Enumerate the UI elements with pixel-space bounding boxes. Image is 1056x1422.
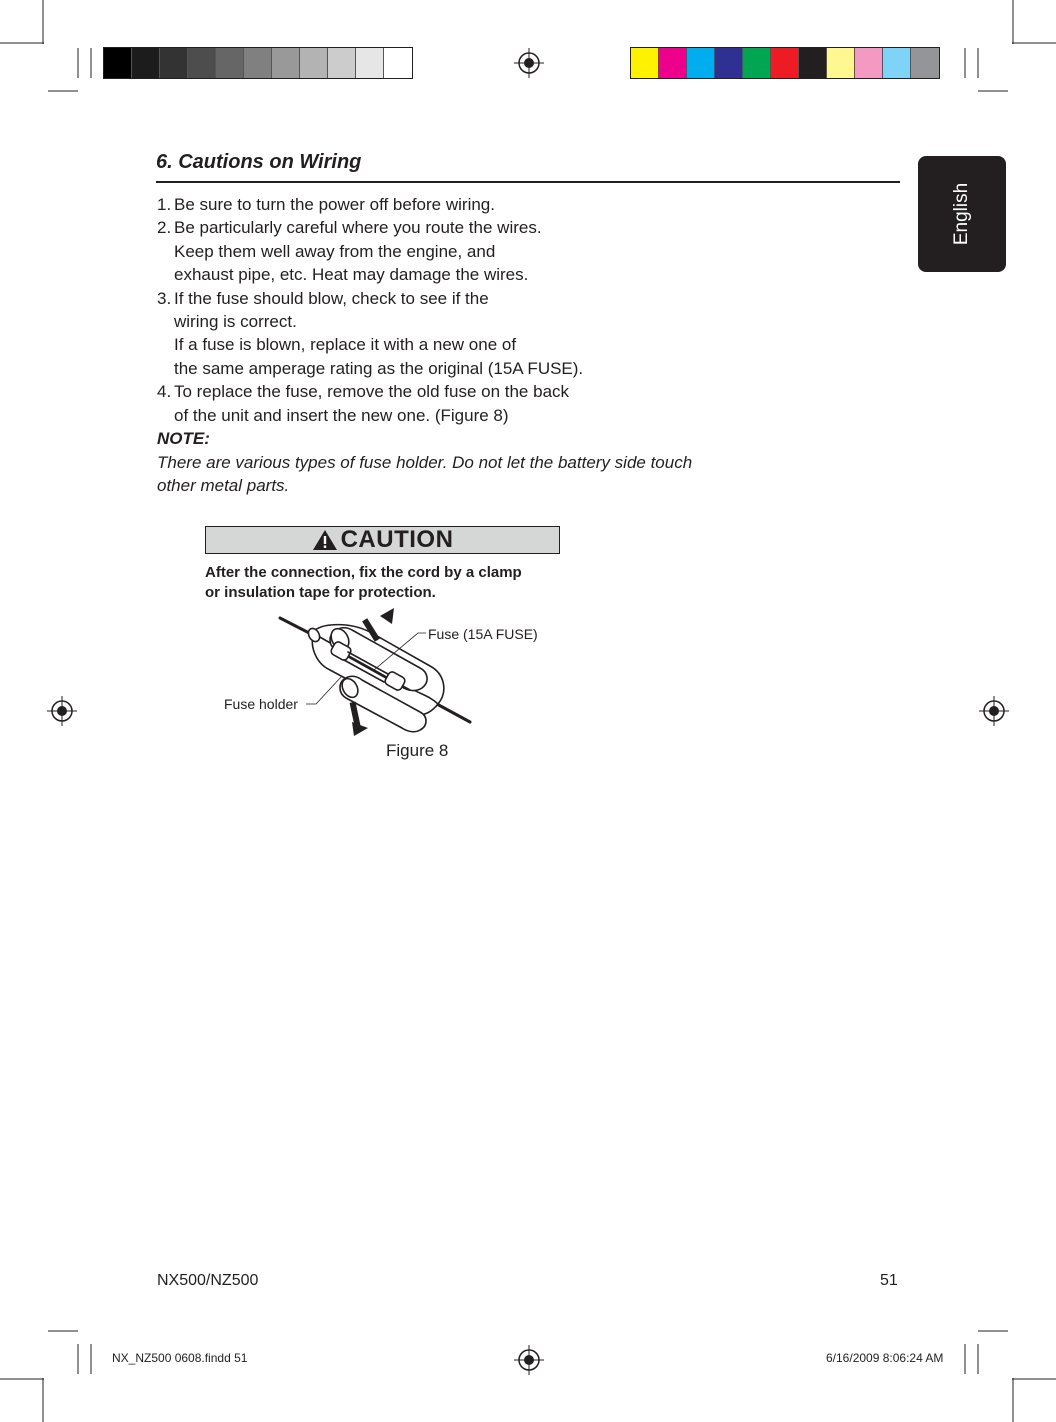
list-item-number: 3.	[157, 288, 172, 308]
list-item-text: If the fuse should blow, check to see if the wiring is correct. If a fuse is blown, replace it with a new one of the same amperage rating as the original (15A FUSE).	[174, 288, 584, 378]
color-swatch	[631, 48, 659, 78]
title-rule	[156, 181, 900, 183]
note-title: NOTE:	[157, 429, 210, 448]
cautions-list	[157, 193, 583, 427]
color-swatch	[216, 48, 244, 78]
color-swatch	[244, 48, 272, 78]
section-title: 6. Cautions on Wiring	[156, 151, 362, 173]
color-swatch	[911, 48, 939, 78]
list-item-text: To replace the fuse, remove the old fuse on the back of the unit and insert the new one. (Figure 8)	[174, 382, 570, 425]
warning-triangle-icon	[312, 529, 338, 551]
fuse-label: Fuse (15A FUSE)	[428, 626, 538, 642]
color-swatch	[659, 48, 687, 78]
language-tab-label: English	[951, 182, 972, 246]
list-item	[157, 380, 583, 427]
color-swatch	[743, 48, 771, 78]
slug-timestamp: 6/16/2009 8:06:24 AM	[826, 1351, 944, 1365]
color-swatch	[104, 48, 132, 78]
list-item-number: 2.	[157, 218, 172, 238]
color-swatch	[356, 48, 384, 78]
color-swatch	[771, 48, 799, 78]
color-swatch	[188, 48, 216, 78]
color-swatch	[160, 48, 188, 78]
color-swatch	[883, 48, 911, 78]
color-swatch	[132, 48, 160, 78]
color-swatch	[300, 48, 328, 78]
slug-file: NX_NZ500 0608.findd 51	[112, 1351, 248, 1365]
footer-model: NX500/NZ500	[157, 1272, 259, 1289]
registration-mark-left-icon	[47, 696, 77, 726]
registration-mark-top-icon	[514, 48, 544, 78]
list-item-text: Be sure to turn the power off before wiring.	[174, 195, 495, 214]
caution-banner	[205, 526, 560, 554]
color-swatch	[272, 48, 300, 78]
color-swatch	[328, 48, 356, 78]
note-text: There are various types of fuse holder. Do not let the battery side touch other metal parts.	[157, 453, 693, 495]
grayscale-color-bar	[103, 47, 413, 79]
list-item-number: 4.	[157, 382, 172, 402]
list-item	[157, 287, 583, 381]
list-item	[157, 216, 583, 286]
caution-heading: CAUTION	[340, 526, 454, 553]
color-swatch	[799, 48, 827, 78]
color-swatch	[827, 48, 855, 78]
color-swatch	[687, 48, 715, 78]
process-color-bar	[630, 47, 940, 79]
figure-caption: Figure 8	[386, 741, 449, 760]
color-swatch	[384, 48, 412, 78]
page-number: 51	[880, 1272, 898, 1289]
caution-body: After the connection, fix the cord by a clamp or insulation tape for protection.	[205, 564, 522, 601]
language-tab	[918, 156, 1006, 272]
color-swatch	[855, 48, 883, 78]
list-item-text: Be particularly careful where you route the wires. Keep them well away from the engine, and exhaust pipe, etc. Heat may damage the wires.	[174, 218, 542, 285]
registration-mark-right-icon	[979, 696, 1009, 726]
list-item	[157, 193, 583, 216]
registration-mark-bottom-icon	[514, 1345, 544, 1375]
fuse-holder-label: Fuse holder	[224, 696, 298, 712]
list-item-number: 1.	[157, 195, 172, 214]
color-swatch	[715, 48, 743, 78]
